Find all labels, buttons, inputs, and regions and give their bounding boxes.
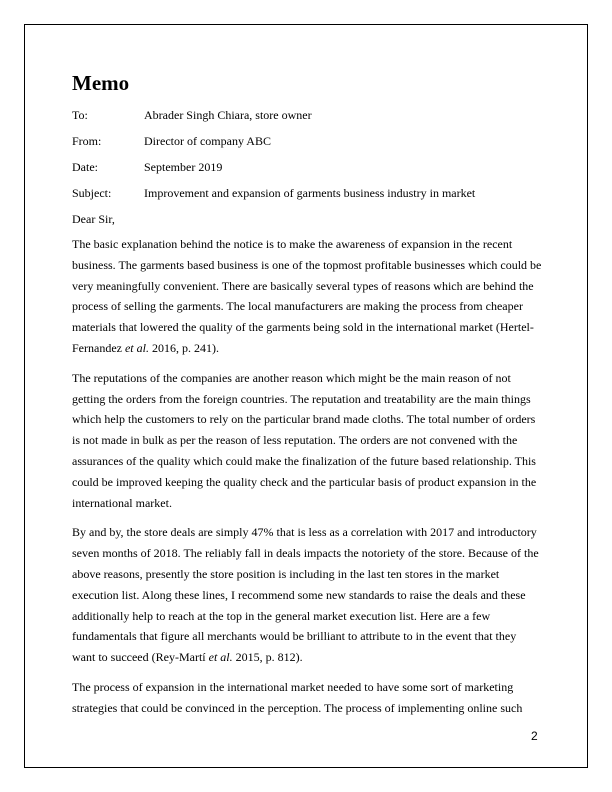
paragraph-1: [72, 234, 542, 359]
header-from-value: Director of company ABC: [144, 134, 271, 148]
citation-1-ref: 2016, p. 241).: [148, 340, 219, 355]
paragraph-2: [72, 368, 542, 514]
header-subject-label: Subject:: [72, 186, 112, 200]
header-to-value: Abrader Singh Chiara, store owner: [144, 108, 312, 122]
citation-3-author: (Rey-Martí: [151, 650, 209, 665]
paragraph-1-text: The basic explanation behind the notice is to make the awareness of expansion in the recent business. The garments based business is one of the topmost profitable businesses which could be very meaningfully convenient. There are basically several types of reasons which are behind the process of selling the garments. The local manufacturers are making the process from cheaper materials that lowered the quality of the garments being sold in the international market: [72, 237, 542, 335]
paragraph-3: [72, 522, 542, 668]
citation-3-etal: et al.: [208, 650, 233, 665]
header-date-value: September 2019: [144, 160, 223, 174]
header-date: [72, 160, 542, 174]
header-to-label: To:: [72, 108, 88, 122]
header-from-label: From:: [72, 134, 102, 148]
citation-1-author: (Hertel-Fernandez: [72, 320, 534, 355]
citation-1-etal: et al.: [124, 340, 149, 355]
paragraph-4-text: The process of expansion in the international market needed to have some sort of marketing strategies that could be convinced in the perception. The process of implementing online such: [72, 679, 523, 715]
paragraph-3-text: By and by, the store deals are simply 47% that is less as a correlation with 2017 and introductory seven months of 2018. The reliably fall in deals impacts the notoriety of the store. Because of the above reasons, presently the store position is including in the last ten stores in the market execution list. Along these lines, I recommend some new standards to raise the deals and these additionally help to reach at the top in the general market execution list. Here are a few fundamentals that figure all merchants would be brilliant to attribute to in the event that they want to succeed: [72, 525, 539, 665]
memo-title: Memo: [72, 71, 130, 95]
citation-3: [152, 650, 303, 664]
memo-body: [72, 70, 542, 728]
page-number: 2: [531, 729, 538, 743]
header-subject: [72, 186, 542, 200]
paragraph-4: [72, 677, 542, 719]
citation-3-ref: 2015, p. 812).: [232, 650, 303, 665]
header-date-label: Date:: [72, 160, 98, 174]
salutation: Dear Sir,: [72, 212, 115, 226]
paragraph-2-text: The reputations of the companies are another reason which might be the main reason of not getting the orders from the foreign countries. The reputation and treatability are the main things which help the customers to rely on the particular brand made cloths. The total number of orders is not made in bulk as per the reason of less reputation. The orders are not convened with the assurances of the quality which could make the finalization of the future based relationship. This could be improved keeping the quality check and the particular basis of product expansion in the international market.: [72, 370, 537, 510]
header-to: [72, 108, 542, 122]
header-from: [72, 134, 542, 148]
header-subject-value: Improvement and expansion of garments business industry in market: [144, 186, 476, 200]
